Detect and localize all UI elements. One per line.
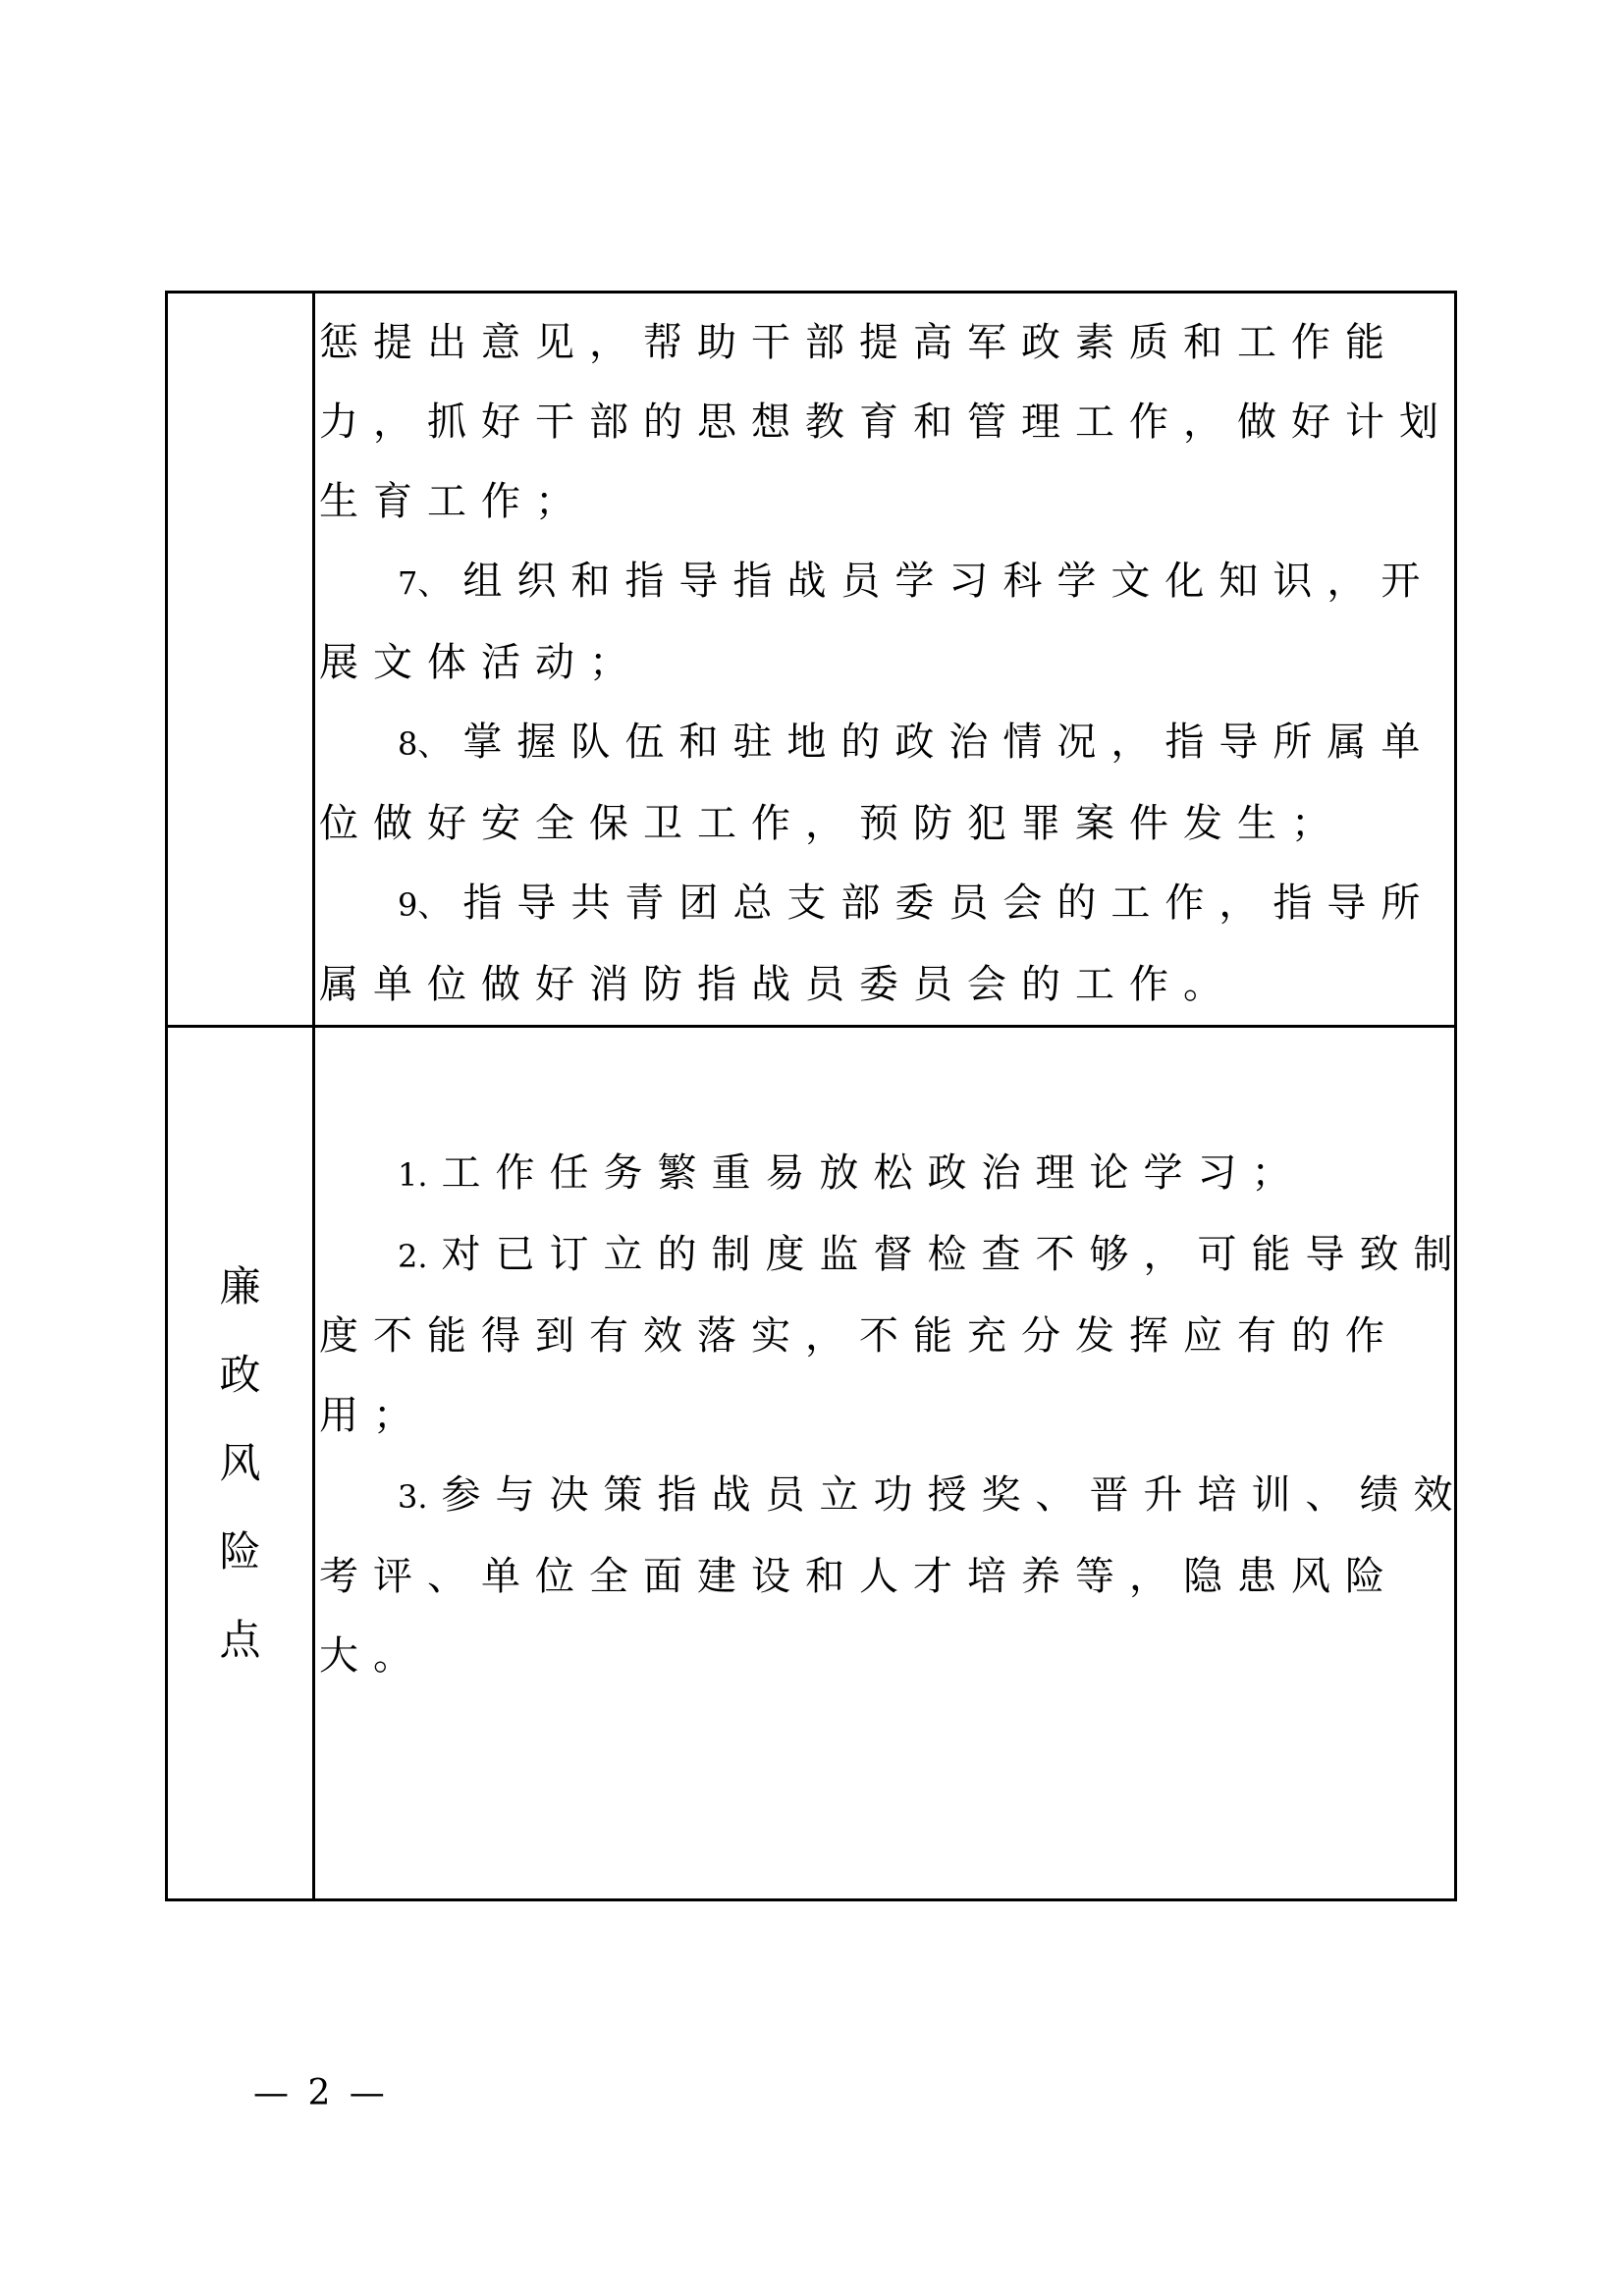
duties-line: 力，抓好干部的思想教育和管理工作，做好计划 (319, 400, 1453, 445)
risk-item-3 (319, 1456, 1468, 1537)
label-char: 风 (219, 1438, 261, 1487)
risk-line: 度不能得到有效落实，不能充分发挥应有的作 (319, 1313, 1399, 1359)
duties-line: 位做好安全保卫工作，预防犯罪案件发生； (319, 801, 1345, 846)
item-number: 1. (398, 1156, 428, 1194)
risks-content-cell (314, 1027, 1468, 1900)
duties-label-cell (167, 293, 314, 1027)
risk-item-2 (319, 1215, 1468, 1297)
item-number: 7、 (398, 564, 450, 602)
duties-line: 惩提出意见，帮助干部提高军政素质和工作能 (319, 320, 1399, 365)
risk-item-1 (319, 1134, 1454, 1215)
duties-item-9 (319, 864, 1454, 945)
risk-line: 工作任务繁重易放松政治理论学习； (441, 1150, 1306, 1196)
risk-line: 用； (319, 1393, 427, 1438)
duties-item-7 (319, 542, 1454, 623)
item-number: 3. (398, 1478, 428, 1516)
item-number: 9、 (398, 886, 450, 924)
risk-line: 参与决策指战员立功授奖、晋升培训、绩效 (441, 1472, 1468, 1518)
page-number: — 2 — (253, 2073, 389, 2113)
item-number: 2. (398, 1238, 428, 1275)
duties-item-8 (319, 703, 1454, 784)
risk-line: 大。 (319, 1633, 427, 1679)
duties-line: 掌握队伍和驻地的政治情况，指导所属单 (462, 720, 1435, 765)
risk-line: 对已订立的制度监督检查不够，可能导致制 (441, 1232, 1468, 1277)
duties-line: 展文体活动； (319, 640, 643, 685)
label-char: 政 (219, 1350, 261, 1399)
risks-label-cell (167, 1027, 314, 1900)
risks-label (219, 1243, 260, 1684)
risk-line: 考评、单位全面建设和人才培养等，隐患风险 (319, 1554, 1399, 1599)
label-char: 点 (219, 1615, 261, 1664)
risks-row (167, 1027, 1456, 1900)
duties-row (167, 293, 1456, 1027)
label-char: 廉 (219, 1261, 261, 1310)
duties-content-cell (314, 293, 1456, 1027)
duties-line: 组织和指导指战员学习科学文化知识，开 (462, 559, 1435, 604)
duties-line: 生育工作； (319, 479, 589, 524)
label-char: 险 (219, 1526, 261, 1575)
duties-risk-table (165, 291, 1468, 1901)
duties-line: 属单位做好消防指战员委员会的工作。 (319, 962, 1237, 1007)
duties-line: 指导共青团总支部委员会的工作，指导所 (462, 881, 1435, 926)
item-number: 8、 (398, 725, 450, 763)
